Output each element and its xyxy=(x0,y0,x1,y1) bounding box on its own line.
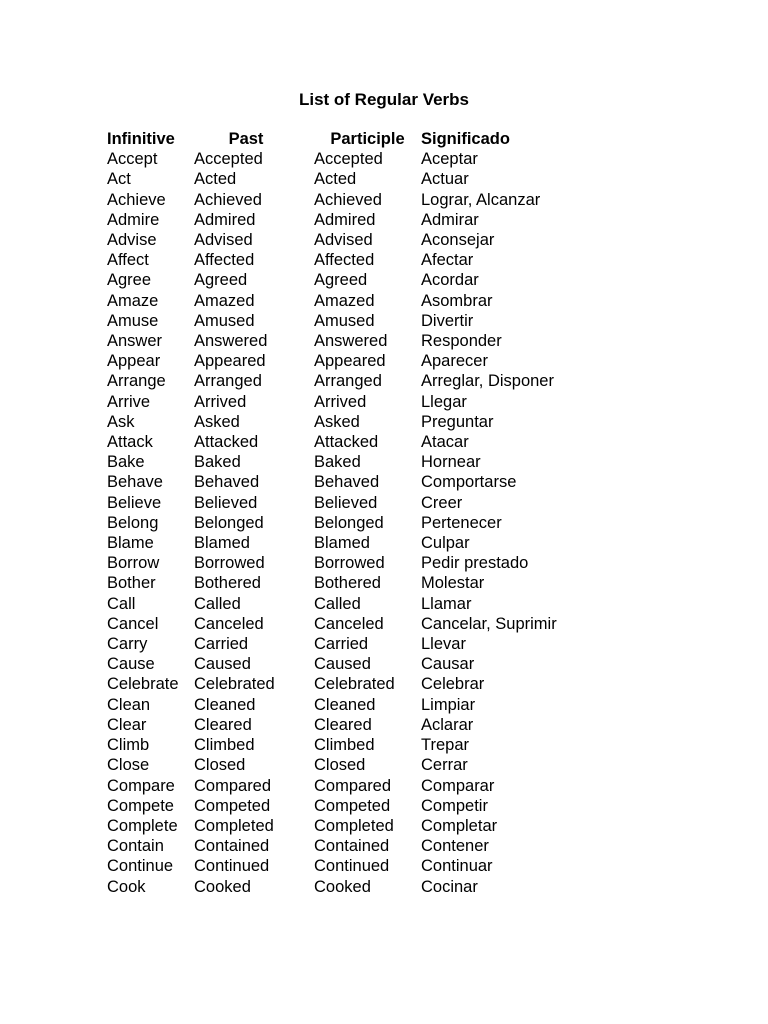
table-row xyxy=(107,311,581,331)
table-row xyxy=(107,230,581,250)
cell-infinitive: Belong xyxy=(107,513,159,532)
cell-significado: Preguntar xyxy=(421,412,494,431)
cell-participle: Belonged xyxy=(314,513,384,532)
table-row xyxy=(107,836,581,856)
cell-past: Compared xyxy=(194,776,272,795)
table-row xyxy=(107,573,581,593)
cell-infinitive: Answer xyxy=(107,332,163,351)
cell-infinitive: Behave xyxy=(107,473,163,492)
cell-significado: Actuar xyxy=(421,170,469,189)
cell-significado: Continuar xyxy=(421,857,493,876)
cell-participle: Cleared xyxy=(314,715,372,734)
header-infinitive: Infinitive xyxy=(107,130,175,148)
table-row xyxy=(107,856,581,876)
cell-participle: Believed xyxy=(314,493,378,512)
cell-past: Arrived xyxy=(194,392,247,411)
table-row xyxy=(107,594,581,614)
table-row xyxy=(107,371,581,391)
cell-past: Canceled xyxy=(194,614,264,633)
header-significado: Significado xyxy=(421,130,510,148)
table-row xyxy=(107,432,581,452)
cell-infinitive: Attack xyxy=(107,433,153,452)
table-row xyxy=(107,654,581,674)
table-header-row xyxy=(107,129,581,149)
cell-past: Contained xyxy=(194,837,270,856)
cell-significado: Cancelar, Suprimir xyxy=(421,614,557,633)
cell-past: Cleared xyxy=(194,715,252,734)
cell-significado: Contener xyxy=(421,837,489,856)
table-row xyxy=(107,755,581,775)
table-row xyxy=(107,169,581,189)
cell-participle: Arrived xyxy=(314,392,367,411)
cell-significado: Aceptar xyxy=(421,150,478,169)
table-row xyxy=(107,614,581,634)
cell-past: Amazed xyxy=(194,291,255,310)
table-row xyxy=(107,452,581,472)
cell-past: Advised xyxy=(194,231,253,250)
cell-infinitive: Arrange xyxy=(107,372,166,391)
cell-past: Affected xyxy=(194,251,255,270)
cell-past: Arranged xyxy=(194,372,262,391)
cell-infinitive: Borrow xyxy=(107,554,160,573)
cell-infinitive: Bother xyxy=(107,574,156,593)
cell-infinitive: Agree xyxy=(107,271,152,290)
cell-significado: Aparecer xyxy=(421,352,488,371)
table-row xyxy=(107,735,581,755)
cell-significado: Molestar xyxy=(421,574,485,593)
cell-past: Blamed xyxy=(194,534,250,553)
cell-participle: Contained xyxy=(314,837,390,856)
cell-significado: Comparar xyxy=(421,776,495,795)
cell-past: Asked xyxy=(194,412,240,431)
cell-significado: Pertenecer xyxy=(421,513,502,532)
cell-significado: Pedir prestado xyxy=(421,554,529,573)
cell-infinitive: Blame xyxy=(107,534,154,553)
cell-infinitive: Admire xyxy=(107,210,160,229)
cell-participle: Completed xyxy=(314,816,394,835)
table-row xyxy=(107,776,581,796)
table-row xyxy=(107,412,581,432)
cell-participle: Canceled xyxy=(314,614,384,633)
cell-infinitive: Cook xyxy=(107,877,146,896)
cell-participle: Amused xyxy=(314,311,375,330)
table-row xyxy=(107,695,581,715)
cell-past: Achieved xyxy=(194,190,262,209)
cell-past: Believed xyxy=(194,493,258,512)
cell-past: Celebrated xyxy=(194,675,275,694)
cell-participle: Admired xyxy=(314,210,376,229)
cell-significado: Afectar xyxy=(421,251,474,270)
cell-significado: Hornear xyxy=(421,453,481,472)
cell-participle: Arranged xyxy=(314,372,382,391)
table-row xyxy=(107,149,581,169)
cell-participle: Baked xyxy=(314,453,361,472)
cell-infinitive: Act xyxy=(107,170,131,189)
cell-past: Appeared xyxy=(194,352,266,371)
cell-participle: Asked xyxy=(314,412,360,431)
cell-participle: Behaved xyxy=(314,473,380,492)
cell-participle: Caused xyxy=(314,655,371,674)
cell-infinitive: Affect xyxy=(107,251,149,270)
cell-past: Accepted xyxy=(194,150,263,169)
cell-infinitive: Carry xyxy=(107,635,148,654)
table-row xyxy=(107,250,581,270)
cell-infinitive: Climb xyxy=(107,736,150,755)
table-row xyxy=(107,351,581,371)
cell-past: Bothered xyxy=(194,574,261,593)
table-row xyxy=(107,533,581,553)
table-row xyxy=(107,190,581,210)
cell-participle: Amazed xyxy=(314,291,375,310)
cell-participle: Acted xyxy=(314,170,357,189)
cell-past: Admired xyxy=(194,210,256,229)
cell-past: Called xyxy=(194,594,241,613)
cell-significado: Llevar xyxy=(421,635,466,654)
cell-past: Behaved xyxy=(194,473,260,492)
cell-past: Carried xyxy=(194,635,249,654)
table-row xyxy=(107,210,581,230)
table-row xyxy=(107,493,581,513)
cell-participle: Blamed xyxy=(314,534,370,553)
cell-past: Competed xyxy=(194,796,271,815)
cell-participle: Closed xyxy=(314,756,366,775)
cell-infinitive: Celebrate xyxy=(107,675,179,694)
cell-infinitive: Cause xyxy=(107,655,155,674)
cell-infinitive: Advise xyxy=(107,231,157,250)
cell-infinitive: Compare xyxy=(107,776,175,795)
table-row xyxy=(107,877,581,897)
header-participle: Participle xyxy=(330,130,405,148)
cell-significado: Llegar xyxy=(421,392,467,411)
cell-significado: Atacar xyxy=(421,433,469,452)
cell-significado: Culpar xyxy=(421,534,470,553)
cell-infinitive: Achieve xyxy=(107,190,166,209)
cell-infinitive: Accept xyxy=(107,150,158,169)
cell-infinitive: Call xyxy=(107,594,136,613)
cell-significado: Causar xyxy=(421,655,475,674)
cell-infinitive: Appear xyxy=(107,352,161,371)
cell-participle: Carried xyxy=(314,635,369,654)
cell-participle: Attacked xyxy=(314,433,379,452)
table-row xyxy=(107,553,581,573)
cell-participle: Answered xyxy=(314,332,388,351)
cell-significado: Limpiar xyxy=(421,695,476,714)
cell-participle: Borrowed xyxy=(314,554,385,573)
table-row xyxy=(107,634,581,654)
cell-infinitive: Continue xyxy=(107,857,174,876)
cell-past: Caused xyxy=(194,655,251,674)
cell-infinitive: Believe xyxy=(107,493,162,512)
table-row xyxy=(107,796,581,816)
cell-infinitive: Compete xyxy=(107,796,174,815)
cell-past: Belonged xyxy=(194,513,264,532)
cell-participle: Called xyxy=(314,594,361,613)
cell-significado: Aclarar xyxy=(421,715,474,734)
table-row xyxy=(107,270,581,290)
cell-participle: Accepted xyxy=(314,150,383,169)
cell-past: Closed xyxy=(194,756,246,775)
cell-significado: Completar xyxy=(421,816,498,835)
cell-infinitive: Clear xyxy=(107,715,147,734)
cell-significado: Aconsejar xyxy=(421,231,495,250)
table-row xyxy=(107,472,581,492)
cell-participle: Climbed xyxy=(314,736,375,755)
cell-significado: Cocinar xyxy=(421,877,478,896)
table-row xyxy=(107,715,581,735)
cell-significado: Competir xyxy=(421,796,488,815)
verb-rows xyxy=(107,149,581,897)
cell-participle: Continued xyxy=(314,857,390,876)
cell-infinitive: Clean xyxy=(107,695,151,714)
cell-past: Cooked xyxy=(194,877,251,896)
cell-past: Completed xyxy=(194,816,274,835)
cell-past: Borrowed xyxy=(194,554,265,573)
cell-significado: Divertir xyxy=(421,311,474,330)
cell-significado: Trepar xyxy=(421,736,469,755)
cell-participle: Cleaned xyxy=(314,695,376,714)
cell-past: Climbed xyxy=(194,736,255,755)
cell-infinitive: Ask xyxy=(107,412,135,431)
cell-past: Continued xyxy=(194,857,270,876)
cell-participle: Achieved xyxy=(314,190,382,209)
page-title: List of Regular Verbs xyxy=(298,90,470,109)
cell-significado: Comportarse xyxy=(421,473,517,492)
cell-participle: Bothered xyxy=(314,574,381,593)
cell-significado: Admirar xyxy=(421,210,479,229)
cell-infinitive: Cancel xyxy=(107,614,159,633)
cell-past: Baked xyxy=(194,453,241,472)
cell-past: Attacked xyxy=(194,433,259,452)
cell-past: Amused xyxy=(194,311,255,330)
cell-significado: Cerrar xyxy=(421,756,468,775)
cell-infinitive: Amaze xyxy=(107,291,159,310)
table-row xyxy=(107,291,581,311)
cell-infinitive: Bake xyxy=(107,453,145,472)
cell-participle: Compared xyxy=(314,776,392,795)
cell-significado: Asombrar xyxy=(421,291,493,310)
cell-significado: Lograr, Alcanzar xyxy=(421,190,541,209)
cell-participle: Appeared xyxy=(314,352,386,371)
cell-participle: Affected xyxy=(314,251,375,270)
cell-infinitive: Contain xyxy=(107,837,164,856)
cell-participle: Celebrated xyxy=(314,675,395,694)
header-past: Past xyxy=(228,130,264,148)
cell-participle: Advised xyxy=(314,231,373,250)
cell-significado: Responder xyxy=(421,332,502,351)
verb-table xyxy=(107,129,581,897)
cell-significado: Llamar xyxy=(421,594,472,613)
cell-infinitive: Amuse xyxy=(107,311,159,330)
cell-past: Answered xyxy=(194,332,268,351)
cell-participle: Cooked xyxy=(314,877,371,896)
cell-significado: Celebrar xyxy=(421,675,485,694)
cell-past: Agreed xyxy=(194,271,248,290)
cell-past: Acted xyxy=(194,170,237,189)
table-row xyxy=(107,816,581,836)
cell-participle: Competed xyxy=(314,796,391,815)
table-row xyxy=(107,392,581,412)
table-row xyxy=(107,513,581,533)
cell-infinitive: Close xyxy=(107,756,150,775)
cell-significado: Creer xyxy=(421,493,463,512)
cell-past: Cleaned xyxy=(194,695,256,714)
cell-infinitive: Complete xyxy=(107,816,178,835)
cell-significado: Arreglar, Disponer xyxy=(421,372,554,391)
table-row xyxy=(107,331,581,351)
cell-significado: Acordar xyxy=(421,271,479,290)
table-row xyxy=(107,674,581,694)
cell-participle: Agreed xyxy=(314,271,368,290)
cell-infinitive: Arrive xyxy=(107,392,151,411)
